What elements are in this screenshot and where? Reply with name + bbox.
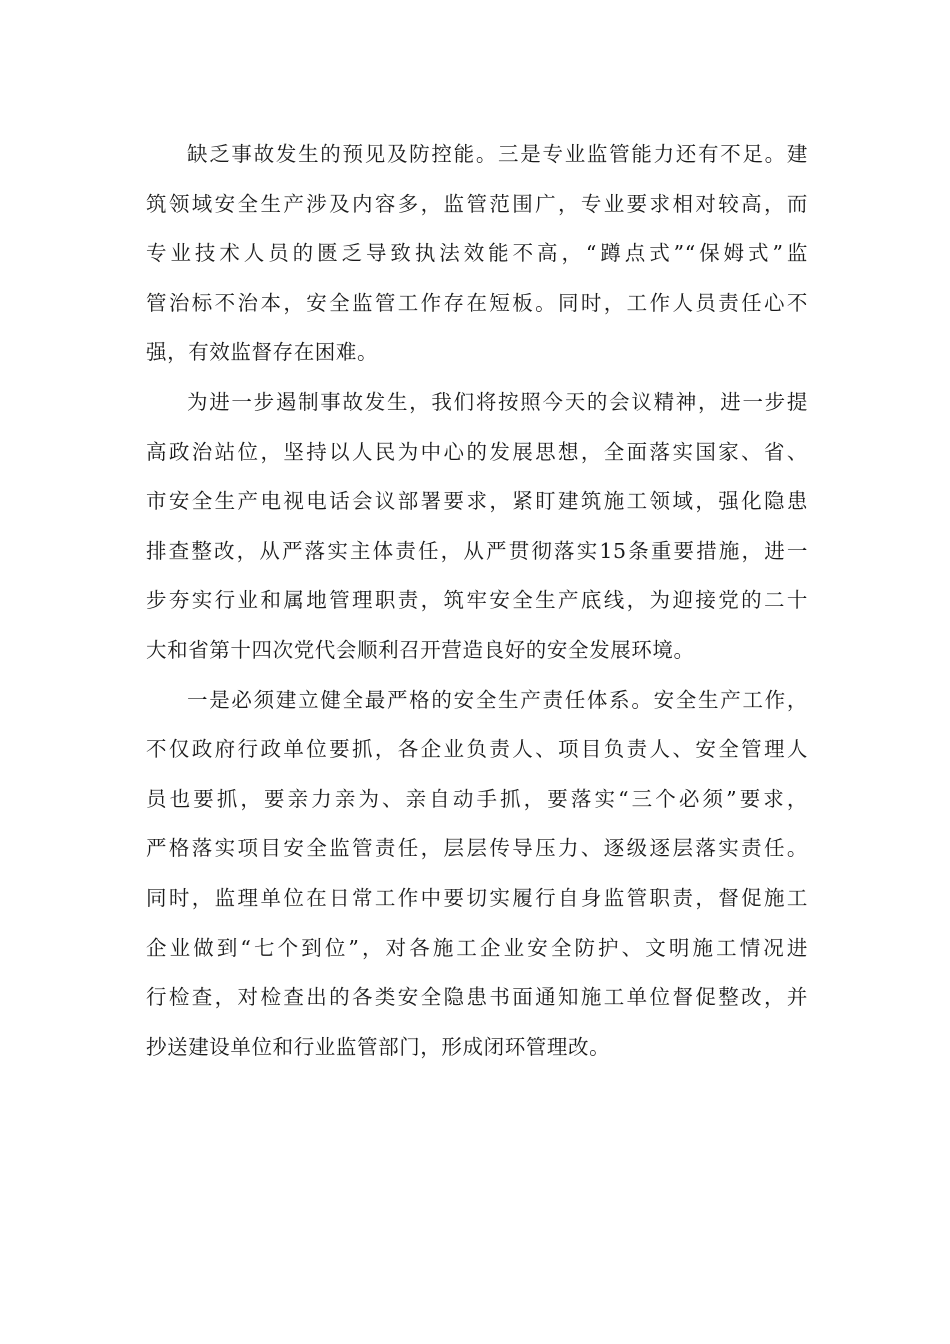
paragraph-2 [146,378,808,676]
text-line: 不仅政府行政单位要抓，各企业负责人、项目负责人、安全管理人 [146,737,808,762]
text-line: 管治标不治本，安全监管工作存在短板。同时，工作人员责任心不 [146,290,808,315]
paragraph-3 [146,676,808,1073]
document-body [146,130,808,1072]
text-line: 大和省第十四次党代会顺利召开营造良好的安全发展环境。 [146,637,695,662]
text-line: 高政治站位，坚持以人民为中心的发展思想，全面落实国家、省、 [146,439,808,464]
text-line: 企业做到“七个到位”，对各施工企业安全防护、文明施工情况进 [146,935,808,960]
text-line: 筑领域安全生产涉及内容多，监管范围广，专业要求相对较高，而 [146,191,808,216]
text-line: 排查整改，从严落实主体责任，从严贯彻落实15条重要措施，进一 [146,538,808,563]
text-line: 为进一步遏制事故发生，我们将按照今天的会议精神，进一步提 [187,389,808,414]
text-line: 行检查，对检查出的各类安全隐患书面通知施工单位督促整改，并 [146,985,808,1010]
text-line: 步夯实行业和属地管理职责，筑牢安全生产底线，为迎接党的二十 [146,588,808,613]
text-line: 一是必须建立健全最严格的安全生产责任体系。安全生产工作， [187,687,808,712]
text-line: 同时，监理单位在日常工作中要切实履行自身监管职责，督促施工 [146,885,808,910]
text-line: 员也要抓，要亲力亲为、亲自动手抓，要落实“三个必须”要求， [146,786,808,811]
text-line: 强，有效监督存在困难。 [146,340,379,365]
paragraph-1 [146,130,808,378]
text-line: 专业技术人员的匮乏导致执法效能不高，“蹲点式”“保姆式”监 [146,241,808,266]
text-line: 缺乏事故发生的预见及防控能。三是专业监管能力还有不足。建 [187,142,808,166]
text-line: 市安全生产电视电话会议部署要求，紧盯建筑施工领域，强化隐患 [146,489,808,514]
text-line: 抄送建设单位和行业监管部门，形成闭环管理改。 [146,1034,611,1059]
text-line: 严格落实项目安全监管责任，层层传导压力、逐级逐层落实责任。 [146,836,808,861]
